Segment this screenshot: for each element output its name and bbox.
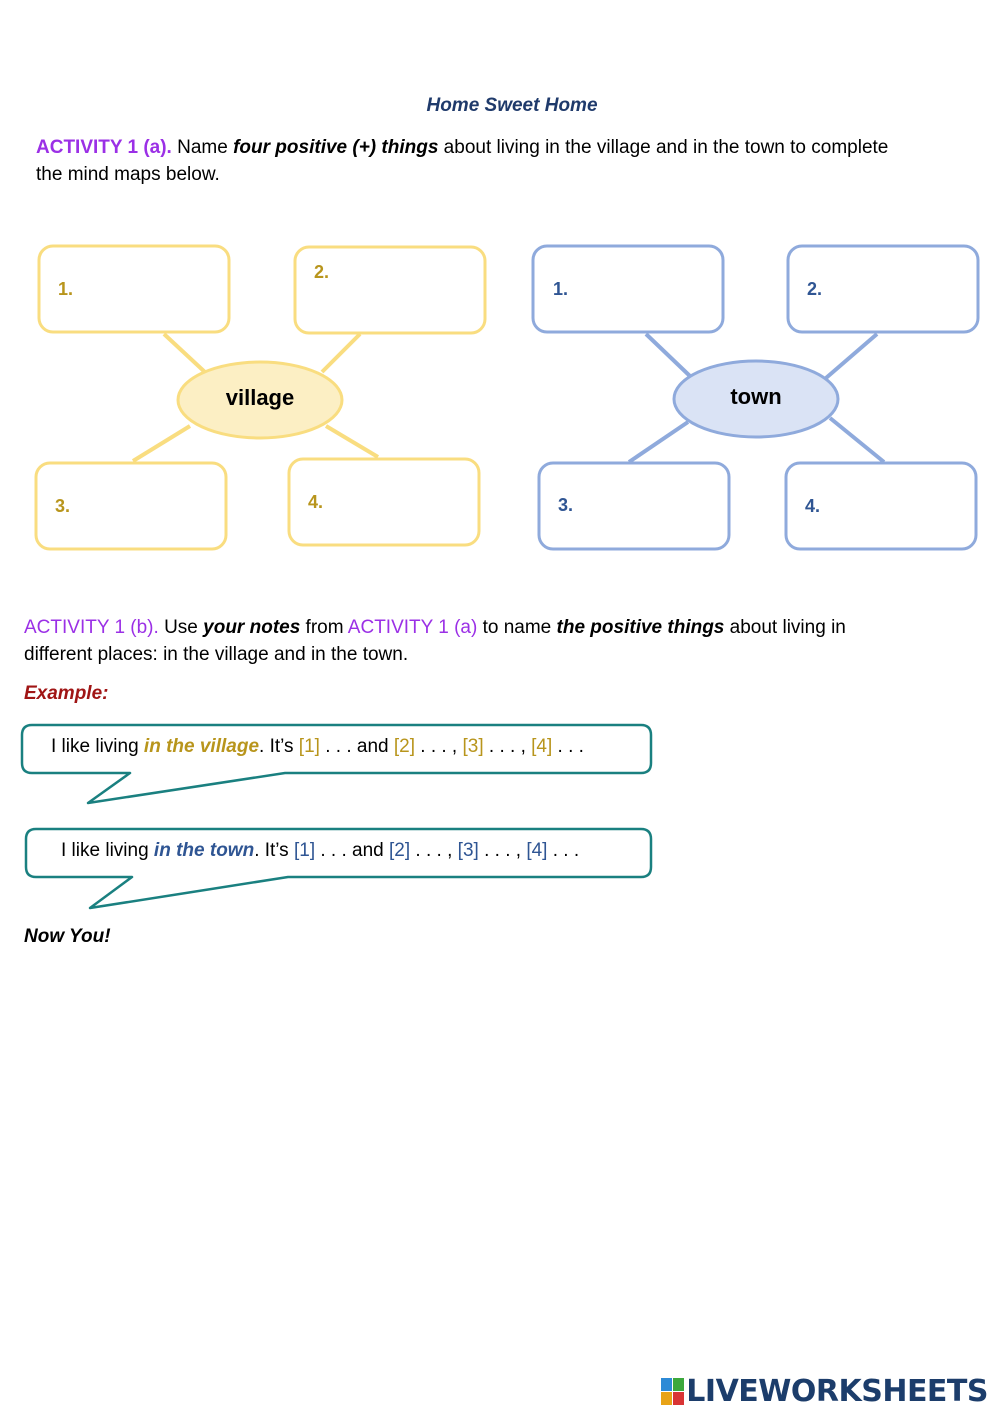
- speech-bubbles: [0, 700, 1000, 920]
- activity-a-text-2: about living in the village and in the town to complete: [438, 137, 889, 158]
- activity-b-emphasis-1: your notes: [203, 617, 301, 638]
- now-you-label: Now You!: [24, 926, 111, 947]
- activity-a-label: ACTIVITY 1 (a).: [36, 137, 172, 158]
- town-item-1-label: 1.: [553, 279, 569, 299]
- activity-a-text-3: the mind maps below.: [36, 164, 220, 185]
- activity-b-text-1: Use: [158, 617, 204, 638]
- town-center-label: town: [730, 384, 782, 409]
- bubble-town-text: I like living in the town. It’s [1] . . . and [2] . . . , [3] . . . , [4] . . .: [61, 840, 580, 861]
- activity-b-text-3: to name: [477, 617, 557, 638]
- village-box-2[interactable]: [295, 247, 485, 333]
- town-item-3-label: 3.: [558, 495, 574, 515]
- page-title: Home Sweet Home: [426, 95, 598, 116]
- bubble-town-place: in the town: [153, 840, 255, 861]
- village-item-1-label: 1.: [58, 279, 74, 299]
- liveworksheets-logo: [661, 1374, 988, 1409]
- activity-b-text-4: about living in: [724, 617, 846, 638]
- activity-b-text-2: from: [300, 617, 348, 638]
- activity-b-text-5: different places: in the village and in the town.: [24, 644, 409, 665]
- liveworksheets-logo-icon: [661, 1378, 684, 1405]
- example-label: Example:: [24, 683, 109, 704]
- village-item-4-label: 4.: [308, 492, 324, 512]
- activity-b-ref-label: ACTIVITY 1 (a): [347, 617, 478, 638]
- logo-text: LIVEWORKSHEETS: [686, 1374, 988, 1409]
- village-item-3-label: 3.: [55, 496, 71, 516]
- village-item-2-label: 2.: [314, 262, 330, 282]
- bubble-village-text: I like living in the village. It’s [1] . . . and [2] . . . , [3] . . . , [4] . . .: [51, 736, 584, 757]
- bubble-village-place: in the village: [143, 736, 260, 757]
- activity-b-emphasis-2: the positive things: [556, 617, 725, 638]
- village-center-label: village: [225, 385, 295, 410]
- activity-b-instructions: [24, 614, 974, 668]
- activity-a-text: Name: [171, 137, 234, 158]
- town-item-4-label: 4.: [805, 496, 821, 516]
- town-item-2-label: 2.: [807, 279, 823, 299]
- activity-b-label: ACTIVITY 1 (b).: [24, 617, 159, 638]
- mind-maps: [0, 0, 1000, 600]
- activity-a-emphasis: four positive (+) things: [233, 137, 439, 158]
